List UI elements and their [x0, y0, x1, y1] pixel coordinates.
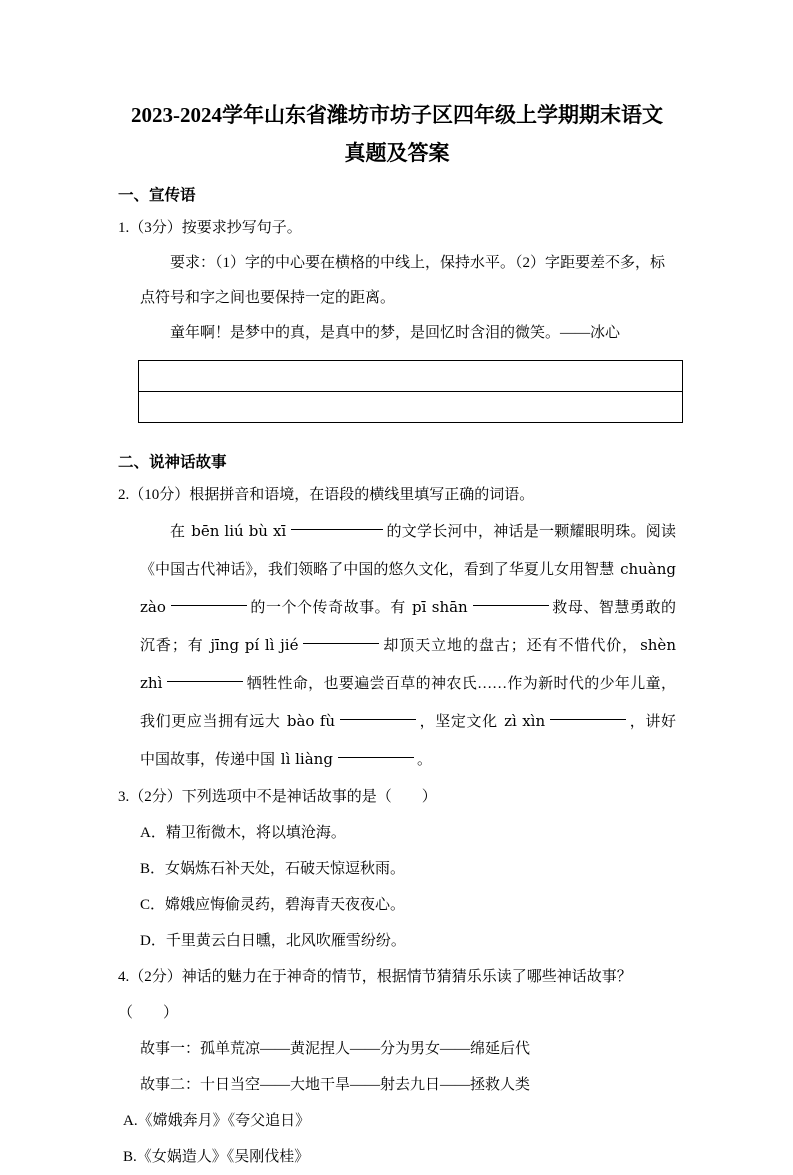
question-1-stem: 1.（3分）按要求抄写句子。	[118, 220, 302, 236]
passage-text: 的一个个传奇故事。有	[249, 600, 411, 616]
title-line-1: 2023-2024学年山东省潍坊市坊子区四年级上学期期末语文	[131, 103, 663, 127]
passage-text: 却顶天立地的盘古；还有不惜代价，	[382, 638, 639, 654]
question-1-requirements: 要求：（1）字的中心要在横格的中线上，保持水平。（2）字距要差不多，标点符号和字之间也要保持一定的距离。	[140, 255, 666, 306]
question-3-stem: 3.（2分）下列选项中不是神话故事的是（ ）	[118, 789, 437, 805]
section-1-heading: 一、宣传语	[118, 187, 196, 204]
q3-option-b: B．女娲炼石补天处，石破天惊逗秋雨。	[140, 861, 406, 877]
passage-text: 。	[416, 752, 432, 768]
q3-option-d: D．千里黄云白日曛，北风吹雁雪纷纷。	[140, 933, 406, 949]
q4-story-2: 故事二：十日当空——大地干旱——射去九日——拯救人类	[140, 1077, 531, 1093]
passage-text: ，坚定文化	[419, 714, 503, 730]
fill-in-blank	[473, 590, 549, 606]
fill-in-blank	[171, 590, 247, 606]
pinyin-text: shèn zhì	[140, 636, 676, 692]
pinyin-text: lì liàng	[280, 750, 333, 768]
question-2-stem: 2.（10分）根据拼音和语境，在语段的横线里填写正确的词语。	[118, 487, 535, 503]
q4-story-1: 故事一：孤单荒凉——黄泥捏人——分为男女——绵延后代	[140, 1041, 531, 1057]
copy-writing-box	[138, 360, 683, 423]
q2-passage	[140, 513, 676, 779]
q3-option-a: A．精卫衔微木，将以填沧海。	[140, 825, 346, 841]
pinyin-text: zì xìn	[504, 712, 546, 730]
passage-text: 牺牲性命，也要遍尝百草的神农氏……作为新时代的少年儿童，我们更应当拥有远大	[140, 676, 676, 730]
writing-row-2	[139, 391, 682, 422]
fill-in-blank	[303, 628, 379, 644]
passage-text: 的文学长河中，神话是一颗耀眼明珠。阅读《中国古代神话》，我们领略了中国的悠久文化，看到了华夏儿女用智慧	[140, 524, 676, 578]
pinyin-text: bào fù	[286, 712, 336, 730]
passage-text: 救母、智慧勇敢的沉香；有	[140, 600, 676, 654]
fill-in-blank	[550, 704, 626, 720]
q4-option-b: B.《女娲造人》《吴刚伐桂》	[123, 1149, 310, 1165]
question-4-stem: 4.（2分）神话的魅力在于神奇的情节，根据情节猜猜乐乐读了哪些神话故事？（ ）	[118, 969, 632, 1021]
title-line-2: 真题及答案	[344, 141, 450, 165]
fill-in-blank	[338, 742, 414, 758]
pinyin-text: chuàng zào	[140, 560, 676, 616]
q3-option-c: C．嫦娥应悔偷灵药，碧海青天夜夜心。	[140, 897, 406, 913]
document-title	[118, 96, 676, 172]
section-2-heading: 二、说神话故事	[118, 454, 227, 471]
fill-in-blank	[291, 514, 383, 530]
passage-text: ，讲好中国故事，传递中国	[140, 714, 676, 768]
pinyin-text: bēn liú bù xī	[191, 522, 287, 540]
fill-in-blank	[340, 704, 416, 720]
pinyin-text: pī shān	[412, 598, 468, 616]
fill-in-blank	[167, 666, 243, 682]
passage-text: 在	[170, 524, 190, 540]
writing-row-1	[139, 361, 682, 391]
question-1-quote: 童年啊！是梦中的真，是真中的梦，是回忆时含泪的微笑。——冰心	[170, 325, 621, 341]
q4-option-a: A.《嫦娥奔月》《夸父追日》	[123, 1113, 311, 1129]
pinyin-text: jīng pí lì jié	[210, 636, 299, 654]
